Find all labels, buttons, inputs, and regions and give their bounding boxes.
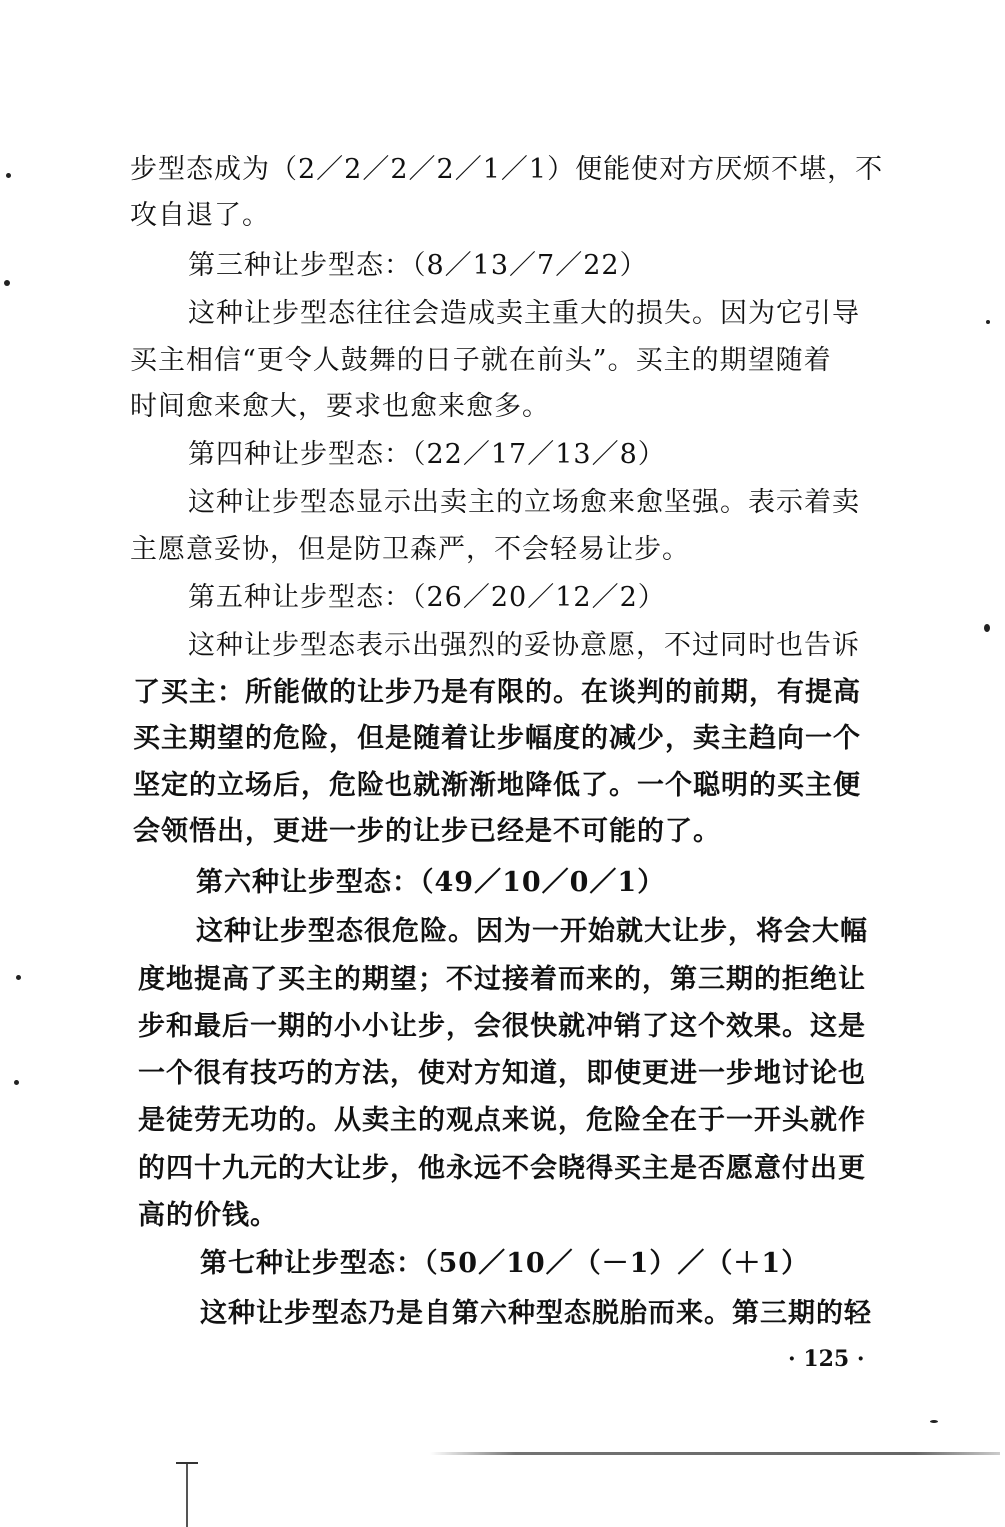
scan-speck bbox=[986, 320, 990, 324]
text-line-25: 这种让步型态乃是自第六种型态脱胎而来。第三期的轻 bbox=[200, 1298, 872, 1329]
text-line-1: 步型态成为（2／2／2／2／1／1）便能使对方厌烦不堪，不 bbox=[130, 154, 884, 185]
section-heading-7: 第七种让步型态：（50／10／（－1）／（＋1） bbox=[200, 1248, 810, 1279]
text-line-8: 这种让步型态显示出卖主的立场愈来愈坚强。表示着卖 bbox=[188, 487, 860, 518]
section-heading-6: 第六种让步型态：（49／10／0／1） bbox=[196, 867, 666, 898]
text-line-21: 是徒劳无功的。从卖主的观点来说，危险全在于一开头就作 bbox=[138, 1105, 866, 1136]
scan-speck bbox=[930, 1420, 938, 1423]
text-line-19: 步和最后一期的小小让步，会很快就冲销了这个效果。这是 bbox=[138, 1011, 866, 1042]
scan-speck bbox=[6, 173, 11, 178]
page-number: · 125 · bbox=[788, 1346, 865, 1372]
text-line-14: 坚定的立场后，危险也就渐渐地降低了。一个聪明的买主便 bbox=[133, 770, 861, 801]
scan-speck bbox=[14, 1080, 19, 1085]
text-line-2: 攻自退了。 bbox=[130, 200, 270, 231]
text-line-23: 高的价钱。 bbox=[138, 1200, 278, 1231]
text-line-22: 的四十九元的大让步，他永远不会晓得买主是否愿意付出更 bbox=[138, 1153, 866, 1184]
text-line-11: 这种让步型态表示出强烈的妥协意愿，不过同时也告诉 bbox=[188, 630, 860, 661]
scan-mark bbox=[186, 1464, 188, 1527]
section-heading-3: 第三种让步型态：（8／13／7／22） bbox=[188, 250, 648, 281]
section-heading-4: 第四种让步型态：（22／17／13／8） bbox=[188, 439, 666, 470]
text-line-18: 度地提高了买主的期望；不过接着而来的，第三期的拒绝让 bbox=[138, 964, 866, 995]
text-line-9: 主愿意妥协，但是防卫森严，不会轻易让步。 bbox=[130, 534, 690, 565]
section-heading-5: 第五种让步型态：（26／20／12／2） bbox=[188, 582, 666, 613]
text-line-15: 会领悟出，更进一步的让步已经是不可能的了。 bbox=[133, 816, 721, 847]
text-line-4: 这种让步型态往往会造成卖主重大的损失。因为它引导 bbox=[188, 298, 860, 329]
text-line-20: 一个很有技巧的方法，使对方知道，即使更进一步地讨论也 bbox=[138, 1058, 866, 1089]
scan-speck bbox=[984, 624, 990, 632]
scan-edge-line bbox=[430, 1452, 1000, 1455]
text-line-5: 买主相信“更令人鼓舞的日子就在前头”。买主的期望随着 bbox=[130, 345, 832, 376]
scan-speck bbox=[4, 280, 10, 286]
text-line-6: 时间愈来愈大，要求也愈来愈多。 bbox=[130, 391, 550, 422]
text-line-13: 买主期望的危险，但是随着让步幅度的减少，卖主趋向一个 bbox=[133, 723, 861, 754]
text-line-17: 这种让步型态很危险。因为一开始就大让步，将会大幅 bbox=[196, 916, 868, 947]
text-line-12: 了买主：所能做的让步乃是有限的。在谈判的前期，有提高 bbox=[133, 677, 861, 708]
scan-speck bbox=[16, 975, 21, 980]
